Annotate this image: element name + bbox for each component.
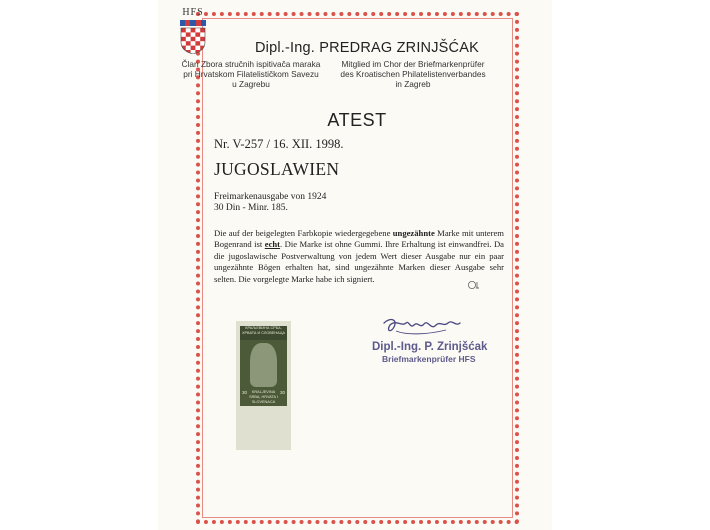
small-seal-icon [467,280,481,290]
stamp-photo [236,321,291,450]
stamp-bottom-line: SRBA, HRVATA I SLOVENACA [249,395,278,404]
membership-croatian-line: u Zagrebu [232,79,270,89]
examiner-name: Dipl.-Ing. PREDRAG ZRINJŠĆAK [255,40,479,56]
handwritten-signature [376,313,486,343]
membership-german-line: in Zagreb [395,79,431,89]
body-text-part: . Die Marke ist ohne Gummi. Ihre Erhaltung ist einwandfrei. Da die jugoslawische Postverwaltung von jedem Wert dieser Ausgabe nur ein paar ungezähnte Bögen erhalten hat, sind ungezähnte Marken dieser Ausgabe sehr selten. Die vorgelegte Marke habe ich signiert. [214,239,504,284]
certificate-number: Nr. V-257 / 16. XII. 1998. [214,137,344,151]
document-title: ATEST [327,110,387,130]
stamp-top-inscription: КРАЉЕВИНА СРБА, ХРВАТА И СЛОВЕНАЦА [240,326,287,340]
body-text-part: Marke mit unterem Bogenrand ist [214,228,504,250]
stamp-bottom-inscription [240,390,287,406]
hfs-logo-text: HFS [182,7,204,18]
country-heading: JUGOSLAWIEN [214,159,340,179]
examiner-stamp [372,341,502,365]
body-bold-genuine: echt [264,239,281,250]
membership-german-line: Mitglied im Chor der Briefmarkenprüfer [341,59,485,69]
catalog-number: 30 Din - Minr. 185. [214,203,288,213]
body-bold-imperforate: ungezähnte [392,228,435,238]
body-text-part: Die auf der beigelegten Farbkopie wiedergegebene [214,228,393,238]
issue-info [214,192,326,214]
examiner-stamp-title: Briefmarkenprüfer HFS [382,354,476,364]
membership-croatian [176,59,326,89]
stamp-value-right: 30 [279,390,285,395]
membership-croatian-line: Član Zbora stručnih ispitivača maraka [181,59,321,69]
hfs-logo [170,7,216,67]
stamp-design [240,326,287,406]
stamp-value-left: 30 [242,390,248,395]
king-portrait [250,343,277,387]
croatian-shield-icon [179,20,207,54]
examiner-stamp-name: Dipl.-Ing. P. Zrinjšćak [372,341,488,353]
stamp-bottom-line: KRALJEVINA [251,390,276,394]
certificate-body [214,228,504,285]
issue-name: Freimarkenausgabe von 1924 [214,192,327,202]
membership-german [338,59,488,89]
membership-german-line: des Kroatischen Philatelistenverbandes [340,69,486,79]
membership-croatian-line: pri Hrvatskom Filatelističkom Savezu [183,69,319,79]
